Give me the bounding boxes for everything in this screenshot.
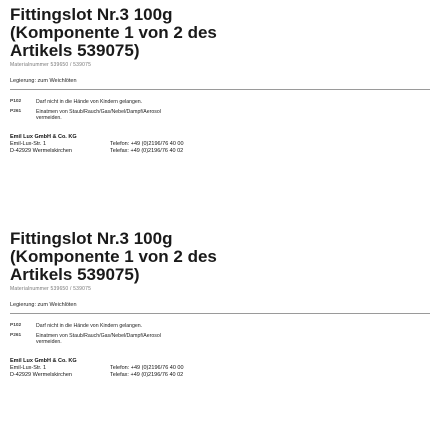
company-city: D-42929 Wermelskirchen [10,147,72,154]
product-title [10,6,438,60]
warning-item [10,99,438,106]
warning-code: P261 [10,108,22,114]
title-line: Fittingslot Nr.3 100g [10,229,173,248]
warning-text: Einatmen von Staub/Rauch/Gas/Nebel/Dampf/Aerosol vermeiden. [36,108,161,121]
company-info [10,134,438,155]
company-street: Emil-Lux-Str. 1 [10,364,47,371]
warning-item [10,109,438,122]
company-fax: Telefax: +49 (0)2196/76 40 02 [110,371,184,378]
warning-list [10,99,438,122]
company-name: Emil Lux GmbH & Co. KG [10,133,77,140]
company-info [10,358,438,379]
title-line: (Komponente 1 von 2 des [10,23,217,42]
warning-text: Einatmen von Staub/Rauch/Gas/Nebel/Dampf/Aerosol vermeiden. [36,332,161,345]
company-city: D-42929 Wermelskirchen [10,371,72,378]
company-name: Emil Lux GmbH & Co. KG [10,357,77,364]
warning-code: P261 [10,332,22,338]
warning-item [10,323,438,330]
title-line: (Komponente 1 von 2 des [10,247,217,266]
material-info: Legierung: zum Weichlöten [10,78,77,84]
warning-list [10,323,438,346]
warning-item [10,333,438,346]
product-label-bottom [10,230,438,379]
warning-text: Darf nicht in die Hände von Kindern gelangen. [36,99,143,105]
divider [10,313,430,314]
title-line: Fittingslot Nr.3 100g [10,5,173,24]
article-number: Materialnummer 539650 / 539075 [10,286,92,292]
warning-code: P102 [10,99,22,104]
warning-code: P102 [10,323,22,328]
product-label-top [10,6,438,155]
title-line: Artikels 539075) [10,265,140,284]
article-number: Materialnummer 539650 / 539075 [10,62,92,68]
material-info: Legierung: zum Weichlöten [10,302,77,308]
product-title [10,230,438,284]
company-phone: Telefon: +49 (0)2196/76 40 00 [110,364,184,371]
divider [10,89,430,90]
title-line: Artikels 539075) [10,41,140,60]
company-street: Emil-Lux-Str. 1 [10,140,47,147]
company-fax: Telefax: +49 (0)2196/76 40 02 [110,147,184,154]
warning-text: Darf nicht in die Hände von Kindern gelangen. [36,323,143,329]
company-phone: Telefon: +49 (0)2196/76 40 00 [110,140,184,147]
